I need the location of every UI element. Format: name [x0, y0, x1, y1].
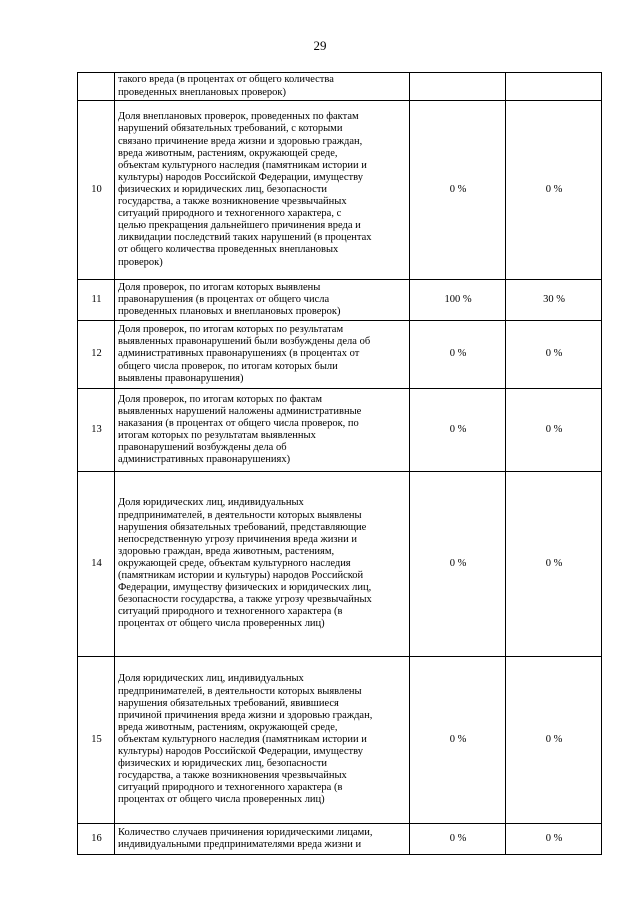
table-row [78, 101, 602, 280]
value-cell-1: 0 % [410, 321, 506, 389]
indicator-description-cell: Доля проверок, по итогам которых по результатам выявленных правонарушений были возбуждены дела об административных правонарушениях (в процентах от общего числа проверок, по итогам которых были выявлены правонарушения) [115, 321, 410, 389]
row-number-cell: 16 [78, 824, 115, 855]
page-number: 29 [313, 38, 327, 53]
value-cell-2: 30 % [506, 280, 602, 321]
value-cell-1: 0 % [410, 657, 506, 824]
table-row [78, 657, 602, 824]
indicator-description-cell: Доля внеплановых проверок, проведенных по фактам нарушений обязательных требований, с которыми связано причинение вреда жизни и здоровью граждан, вреда животным, растениям, окружающей среде, объектам культурного наследия (памятникам истории и культуры) народов Российской Федерации, имуществу физических и юридических лиц, безопасности государства, а также возникновение чрезвычайных ситуаций природного и техногенного характера, с целью прекращения дальнейшего причинения вреда и ликвидации последствий таких нарушений (в процентах от общего количества проведенных внеплановых проверок) [115, 101, 410, 280]
table-row [78, 389, 602, 472]
value-cell-1: 0 % [410, 389, 506, 472]
indicators-table [77, 72, 602, 855]
value-cell-2: 0 % [506, 657, 602, 824]
value-cell-2: 0 % [506, 101, 602, 280]
indicator-description-cell: Доля юридических лиц, индивидуальных предпринимателей, в деятельности которых выявлены нарушения обязательных требований, представляющие непосредственную угрозу причинения вреда жизни и здоровью граждан, вреда животным, растениям, окружающей среде, объектам культурного наследия (памятникам истории и культуры) народов Российской Федерации, имуществу физических и юридических лиц, безопасности государства, а также угрозу чрезвычайных ситуаций природного и техногенного характера (в процентах от общего числа проверенных лиц) [115, 472, 410, 657]
row-number-cell: 12 [78, 321, 115, 389]
indicator-description-cell: Доля юридических лиц, индивидуальных предпринимателей, в деятельности которых выявлены нарушения обязательных требований, явившиеся причиной причинения вреда жизни и здоровью граждан, вреда животным, растениям, окружающей среде, объектам культурного наследия (памятникам истории и культуры) народов Российской Федерации, имуществу физических и юридических лиц, безопасности государства, а также возникновения чрезвычайных ситуаций природного и техногенного характера (в процентах от общего числа проверенных лиц) [115, 657, 410, 824]
value-cell-2: 0 % [506, 389, 602, 472]
value-cell-2: 0 % [506, 472, 602, 657]
table-row [78, 321, 602, 389]
row-number-cell: 13 [78, 389, 115, 472]
indicator-description-cell: Доля проверок, по итогам которых по фактам выявленных нарушений наложены административные наказания (в процентах от общего числа проверок, по итогам которых по результатам выявленных правонарушений возбуждены дела об административных правонарушениях) [115, 389, 410, 472]
table-row [78, 824, 602, 855]
row-number-cell [78, 73, 115, 101]
value-cell-1 [410, 73, 506, 101]
value-cell-1: 0 % [410, 824, 506, 855]
indicator-description-cell: такого вреда (в процентах от общего количества проведенных внеплановых проверок) [115, 73, 410, 101]
value-cell-1: 0 % [410, 101, 506, 280]
value-cell-2 [506, 73, 602, 101]
value-cell-2: 0 % [506, 321, 602, 389]
row-number-cell: 15 [78, 657, 115, 824]
row-number-cell: 10 [78, 101, 115, 280]
indicator-description-cell: Доля проверок, по итогам которых выявлены правонарушения (в процентах от общего числа проведенных плановых и внеплановых проверок) [115, 280, 410, 321]
table-row [78, 73, 602, 101]
table-row [78, 472, 602, 657]
row-number-cell: 11 [78, 280, 115, 321]
indicator-description-cell: Количество случаев причинения юридическими лицами, индивидуальными предпринимателями вреда жизни и [115, 824, 410, 855]
value-cell-2: 0 % [506, 824, 602, 855]
value-cell-1: 100 % [410, 280, 506, 321]
table-row [78, 280, 602, 321]
row-number-cell: 14 [78, 472, 115, 657]
value-cell-1: 0 % [410, 472, 506, 657]
